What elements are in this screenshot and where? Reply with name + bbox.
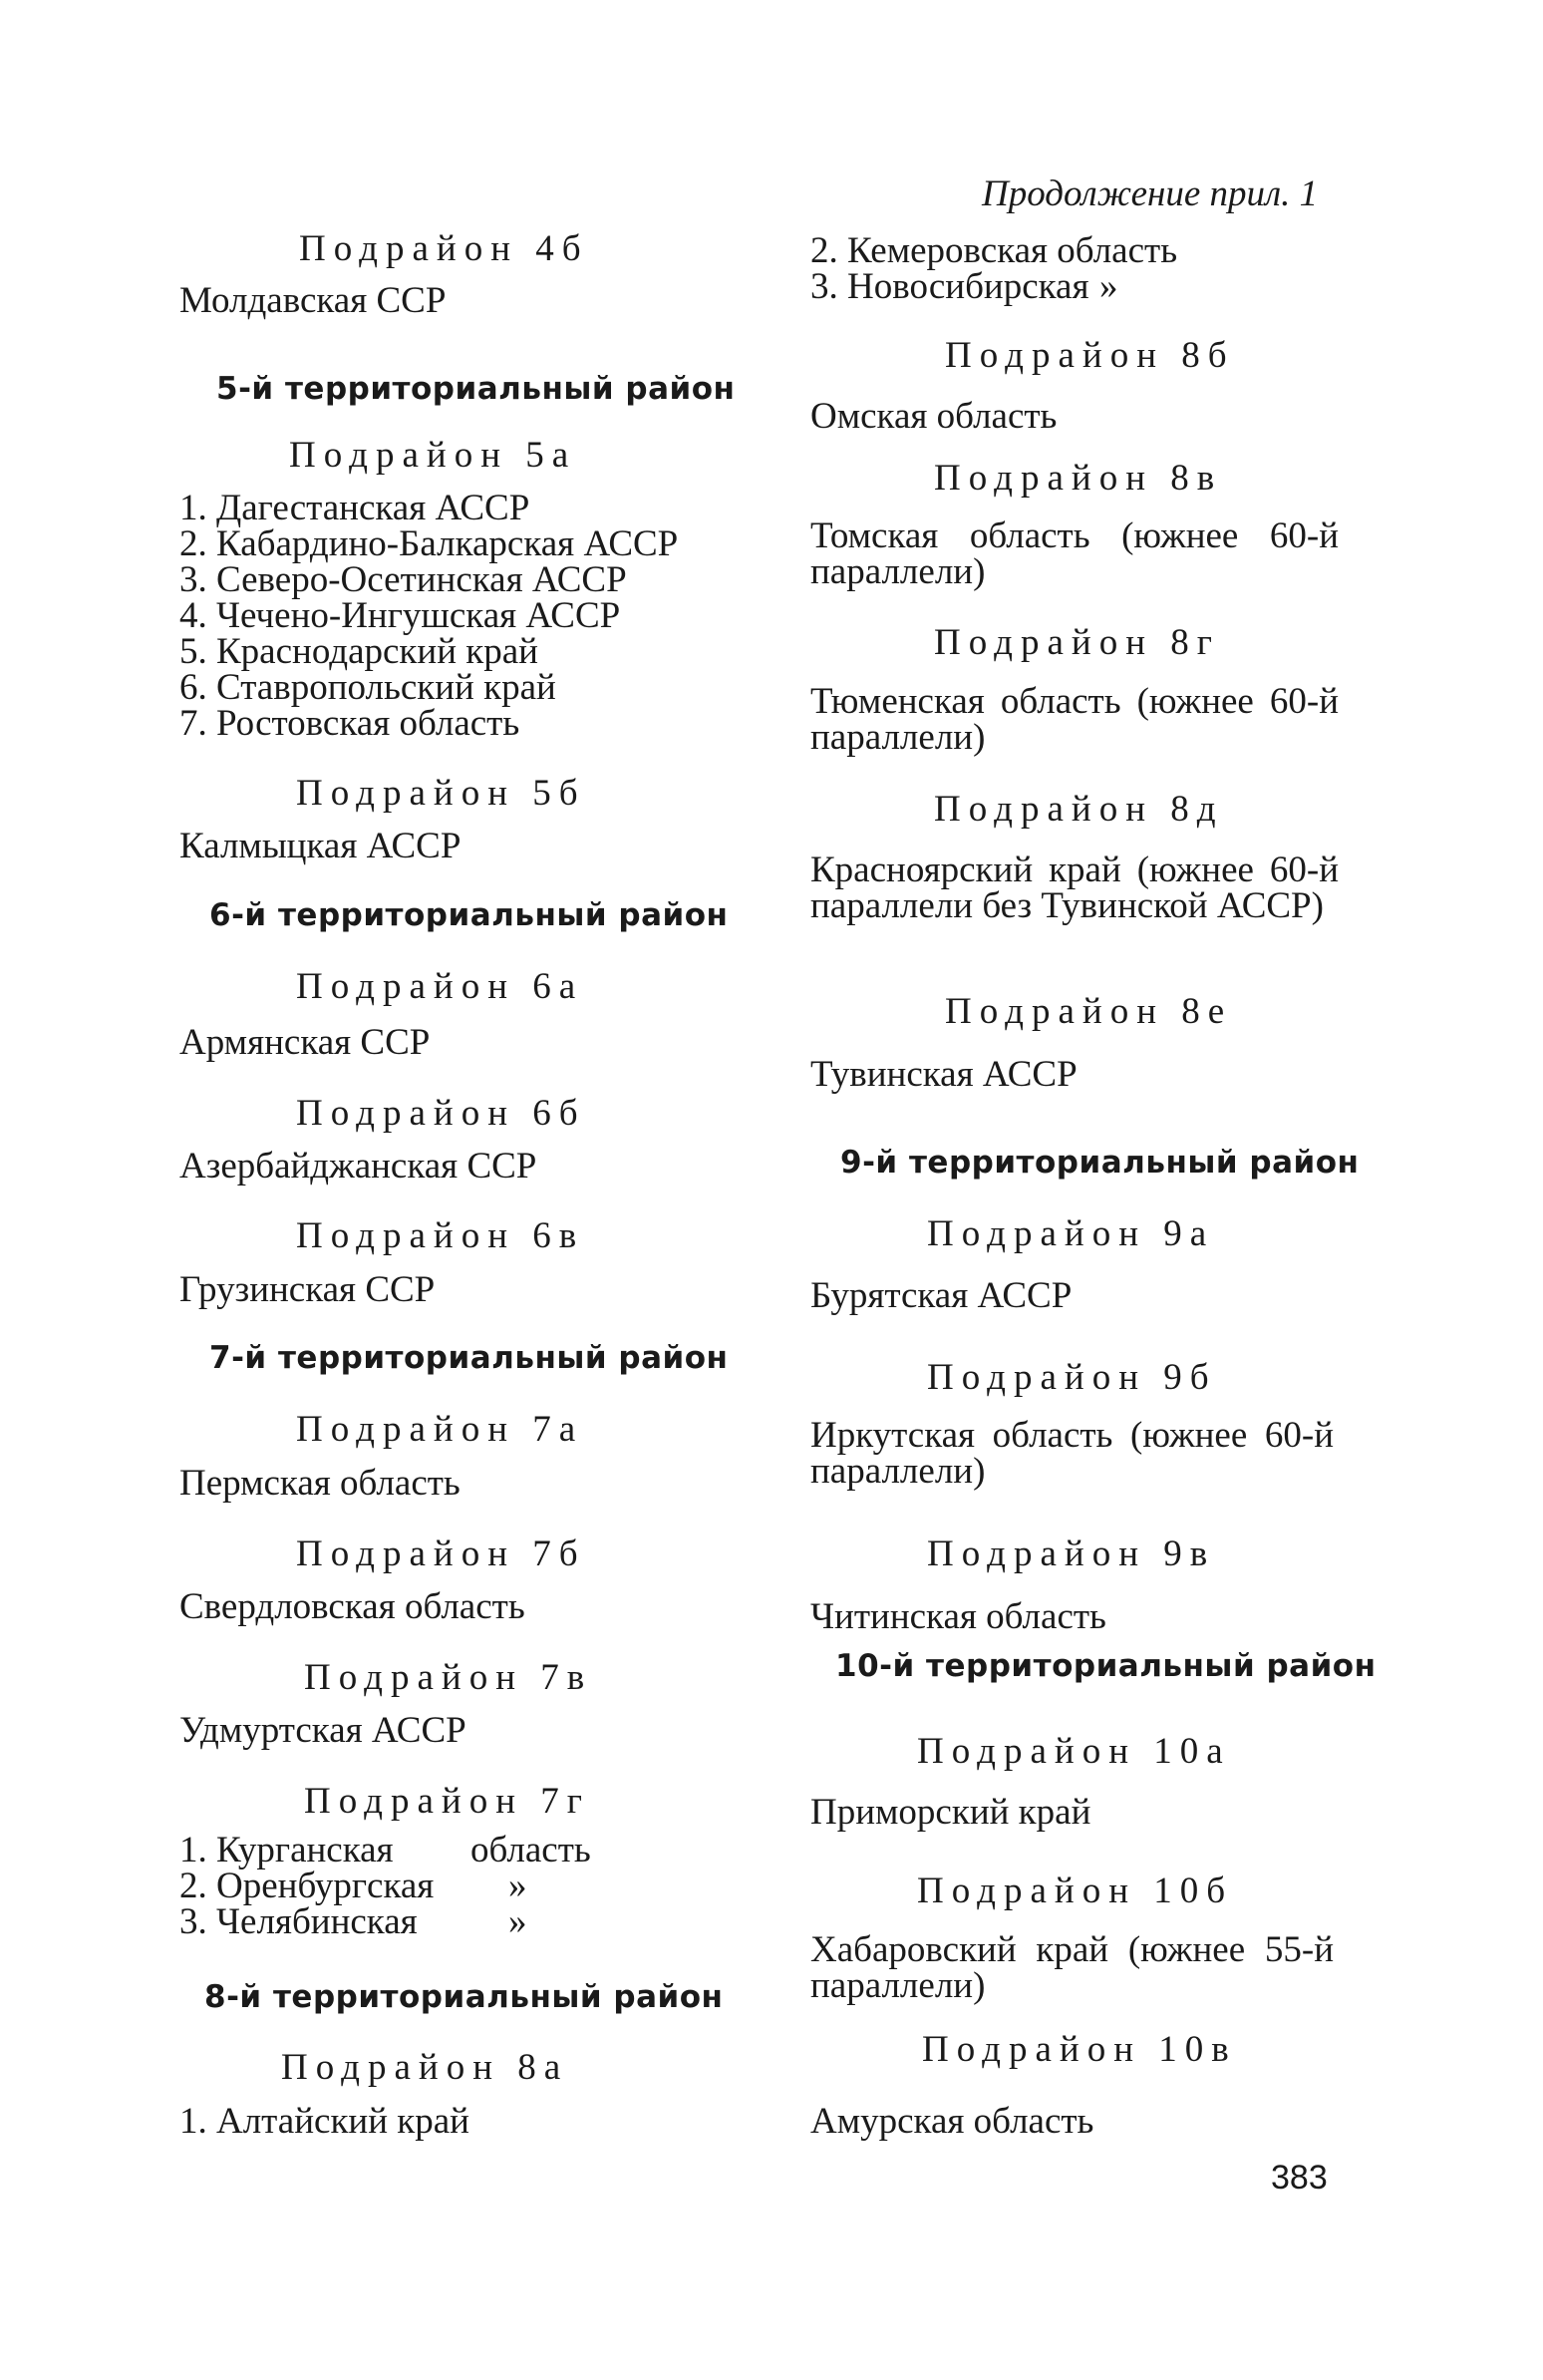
subdistrict-heading: Подрайон 10в bbox=[922, 2029, 1237, 2070]
subdistrict-heading: Подрайон 10б bbox=[917, 1870, 1234, 1911]
region-entry: Приморский край bbox=[810, 1792, 1091, 1833]
subdistrict-heading: Подрайон 9а bbox=[927, 1213, 1215, 1254]
ditto-mark: » bbox=[1099, 266, 1118, 307]
list-item: 5. Краснодарский край bbox=[179, 631, 538, 672]
region-list bbox=[179, 1830, 648, 1942]
list-item: 7. Ростовская область bbox=[179, 703, 520, 744]
region-entry: Бурятская АССР bbox=[810, 1275, 1073, 1316]
region-entry bbox=[810, 265, 1229, 307]
district-heading: 7-й территориальный район bbox=[209, 1340, 729, 1376]
region-entry: Пермская область bbox=[179, 1463, 461, 1504]
subdistrict-heading: Подрайон 8б bbox=[945, 335, 1235, 376]
subdistrict-heading: Подрайон 6в bbox=[296, 1215, 585, 1256]
subdistrict-heading: Подрайон 5б bbox=[296, 773, 586, 814]
subdistrict-heading: Подрайон 7а bbox=[296, 1409, 584, 1450]
ditto-mark: » bbox=[508, 1866, 527, 1906]
region-entry: Читинская область bbox=[810, 1596, 1106, 1637]
subdistrict-heading: Подрайон 8а bbox=[281, 2047, 569, 2088]
region-name: 1. Курганская bbox=[179, 1830, 394, 1870]
district-heading: 5-й территориальный район bbox=[216, 371, 736, 407]
subdistrict-heading: Подрайон 8г bbox=[934, 622, 1220, 663]
page-number: 383 bbox=[1271, 2159, 1328, 2197]
list-item bbox=[179, 1901, 648, 1942]
region-entry: Армянская ССР bbox=[179, 1022, 431, 1063]
region-entry: Омская область bbox=[810, 396, 1058, 437]
region-entry: Амурская область bbox=[810, 2101, 1094, 2142]
region-entry: Красноярский край (южнее 60-й параллели без Тувинской АССР) bbox=[810, 850, 1339, 926]
region-entry: Калмыцкая АССР bbox=[179, 826, 462, 866]
region-entry: Иркутская область (южнее 60-й параллели) bbox=[810, 1415, 1334, 1492]
list-item: 2. Кабардино-Балкарская АССР bbox=[179, 523, 679, 564]
region-name: 2. Оренбургская bbox=[179, 1866, 435, 1906]
subdistrict-heading: Подрайон 5а bbox=[289, 435, 577, 476]
region-entry: Удмуртская АССР bbox=[179, 1710, 466, 1751]
subdistrict-heading: Подрайон 7в bbox=[304, 1657, 593, 1698]
subdistrict-heading: Подрайон 8в bbox=[934, 458, 1223, 499]
region-entry: Тувинская АССР bbox=[810, 1054, 1078, 1095]
region-entry: 2. Кемеровская область bbox=[810, 230, 1178, 271]
subdistrict-heading: Подрайон 6б bbox=[296, 1093, 586, 1134]
continuation-header: Продолжение прил. 1 bbox=[982, 173, 1319, 214]
region-list bbox=[179, 488, 679, 744]
region-entry: Томская область (южнее 60-й параллели) bbox=[810, 515, 1339, 592]
subdistrict-heading: Подрайон 10а bbox=[917, 1731, 1231, 1772]
district-heading: 8-й территориальный район bbox=[204, 1979, 724, 2015]
region-entry: Грузинская ССР bbox=[179, 1269, 436, 1310]
region-entry: Свердловская область bbox=[179, 1586, 525, 1627]
subdistrict-heading: Подрайон 7б bbox=[296, 1533, 586, 1574]
list-item bbox=[179, 1830, 648, 1870]
region-entry: Хабаровский край (южнее 55-й параллели) bbox=[810, 1929, 1334, 2006]
subdistrict-heading: Подрайон 8д bbox=[934, 789, 1224, 830]
ditto-mark: » bbox=[508, 1901, 527, 1942]
subdistrict-heading: Подрайон 9в bbox=[927, 1533, 1216, 1574]
region-entry: Молдавская ССР bbox=[179, 280, 447, 321]
list-item: 3. Северо-Осетинская АССР bbox=[179, 559, 627, 600]
district-heading: 6-й территориальный район bbox=[209, 897, 729, 933]
list-item bbox=[179, 1866, 648, 1906]
region-suffix: область bbox=[470, 1830, 591, 1870]
subdistrict-heading: Подрайон 6а bbox=[296, 966, 584, 1007]
list-item: 4. Чечено-Ингушская АССР bbox=[179, 595, 621, 636]
list-item: 6. Ставропольский край bbox=[179, 667, 556, 708]
list-item: 1. Дагестанская АССР bbox=[179, 488, 530, 528]
region-entry: Азербайджанская ССР bbox=[179, 1146, 537, 1187]
region-entry: Тюменская область (южнее 60-й параллели) bbox=[810, 681, 1339, 758]
region-name: 3. Новосибирская bbox=[810, 266, 1089, 307]
region-entry: 1. Алтайский край bbox=[179, 2101, 469, 2142]
subdistrict-heading: Подрайон 8е bbox=[945, 991, 1233, 1032]
subdistrict-heading: Подрайон 7г bbox=[304, 1781, 590, 1822]
region-name: 3. Челябинская bbox=[179, 1901, 418, 1942]
district-heading: 9-й территориальный район bbox=[840, 1145, 1360, 1181]
subdistrict-heading: Подрайон 4б bbox=[299, 228, 589, 269]
subdistrict-heading: Подрайон 9б bbox=[927, 1357, 1217, 1398]
district-heading: 10-й территориальный район bbox=[835, 1648, 1377, 1684]
